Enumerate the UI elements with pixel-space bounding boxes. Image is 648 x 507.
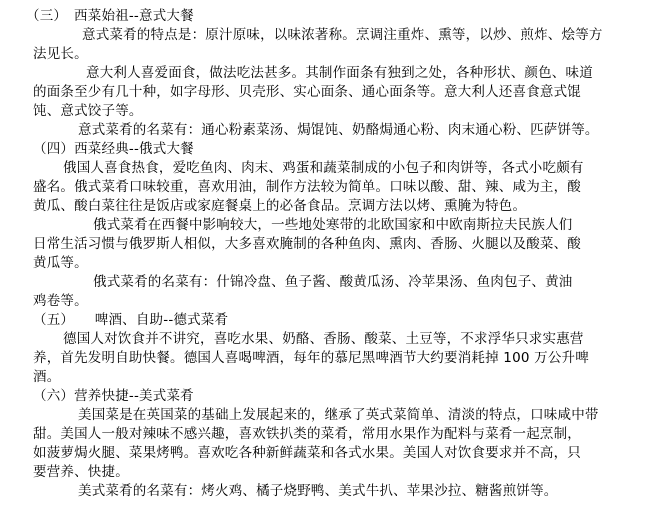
section-heading-5: （五） 啤酒、自助--德式菜肴 <box>33 312 229 328</box>
paragraph-line: 意大利人喜爱面食，做法吃法甚多。其制作面条有独到之处，各种形状、颜色、味道 <box>86 65 593 81</box>
paragraph-line: 俄国人喜食热食，爱吃鱼肉、肉末、鸡蛋和蔬菜制成的小包子和肉饼等，各式小吃颇有 <box>63 160 584 176</box>
paragraph-line: 意式菜肴的特点是：原汁原味，以味浓著称。烹调注重炸、熏等，以炒、煎炸、烩等方 <box>82 27 603 43</box>
paragraph-line: 盛名。俄式菜肴口味较重，喜欢用油，制作方法较为简单。口味以酸、甜、辣、咸为主，酸 <box>33 179 581 195</box>
paragraph-line: 美国菜是在英国菜的基础上发展起来的，继承了英式菜简单、清淡的特点，口味咸中带 <box>78 407 599 423</box>
section-heading-4: （四）西菜经典--俄式大餐 <box>33 141 194 157</box>
paragraph-line: 酒。 <box>33 369 61 385</box>
paragraph-line: 德国人对饮食并不讲究，喜吃水果、奶酪、香肠、酸菜、土豆等，不求浮华只求实惠营 <box>63 331 584 347</box>
paragraph-line: 饨、意式饺子等。 <box>33 103 143 119</box>
paragraph-line: 法见长。 <box>33 46 88 62</box>
paragraph-line: 养，首先发明自助快餐。德国人喜喝啤酒，每年的慕尼黑啤酒节大约要消耗掉 100 万公升啤 <box>33 350 589 366</box>
paragraph-line: 日常生活习惯与俄罗斯人相似，大多喜欢腌制的各种鱼肉、熏肉、香肠、火腿以及酸菜、酸 <box>33 236 581 252</box>
paragraph-line: 的面条至少有几十种，如字母形、贝壳形、实心面条、通心面条等。意大利人还喜食意式馄 <box>33 84 581 100</box>
paragraph-line: 黄瓜、酸白菜往往是饭店或家庭餐桌上的必备食品。烹调方法以烤、熏腌为特色。 <box>33 198 527 214</box>
paragraph-line: 俄式菜肴在西餐中影响较大，一些地处寒带的北欧国家和中欧南斯拉夫民族人们 <box>93 217 573 233</box>
section-heading-6: （六）营养快捷--美式菜肴 <box>33 388 194 404</box>
paragraph-line: 俄式菜肴的名菜有：什锦冷盘、鱼子酱、酸黄瓜汤、冷苹果汤、鱼肉包子、黄油 <box>93 274 573 290</box>
paragraph-line: 甜。美国人一般对辣味不感兴趣，喜欢铁扒类的菜肴，常用水果作为配料与菜肴一起烹制， <box>33 426 581 442</box>
paragraph-line: 美式菜肴的名菜有：烤火鸡、橘子烧野鸭、美式牛扒、苹果沙拉、糖酱煎饼等。 <box>78 483 558 499</box>
section-heading-3: （三） 西菜始祖--意式大餐 <box>26 8 194 24</box>
paragraph-line: 意式菜肴的名菜有：通心粉素菜汤、焗馄饨、奶酪焗通心粉、肉末通心粉、匹萨饼等。 <box>78 122 599 138</box>
paragraph-line: 鸡卷等。 <box>33 293 88 309</box>
paragraph-line: 如菠萝焗火腿、菜果烤鸭。喜欢吃各种新鲜蔬菜和各式水果。美国人对饮食要求并不高，只 <box>33 445 581 461</box>
paragraph-line: 黄瓜等。 <box>33 255 88 271</box>
paragraph-line: 要营养、快捷。 <box>33 464 129 480</box>
